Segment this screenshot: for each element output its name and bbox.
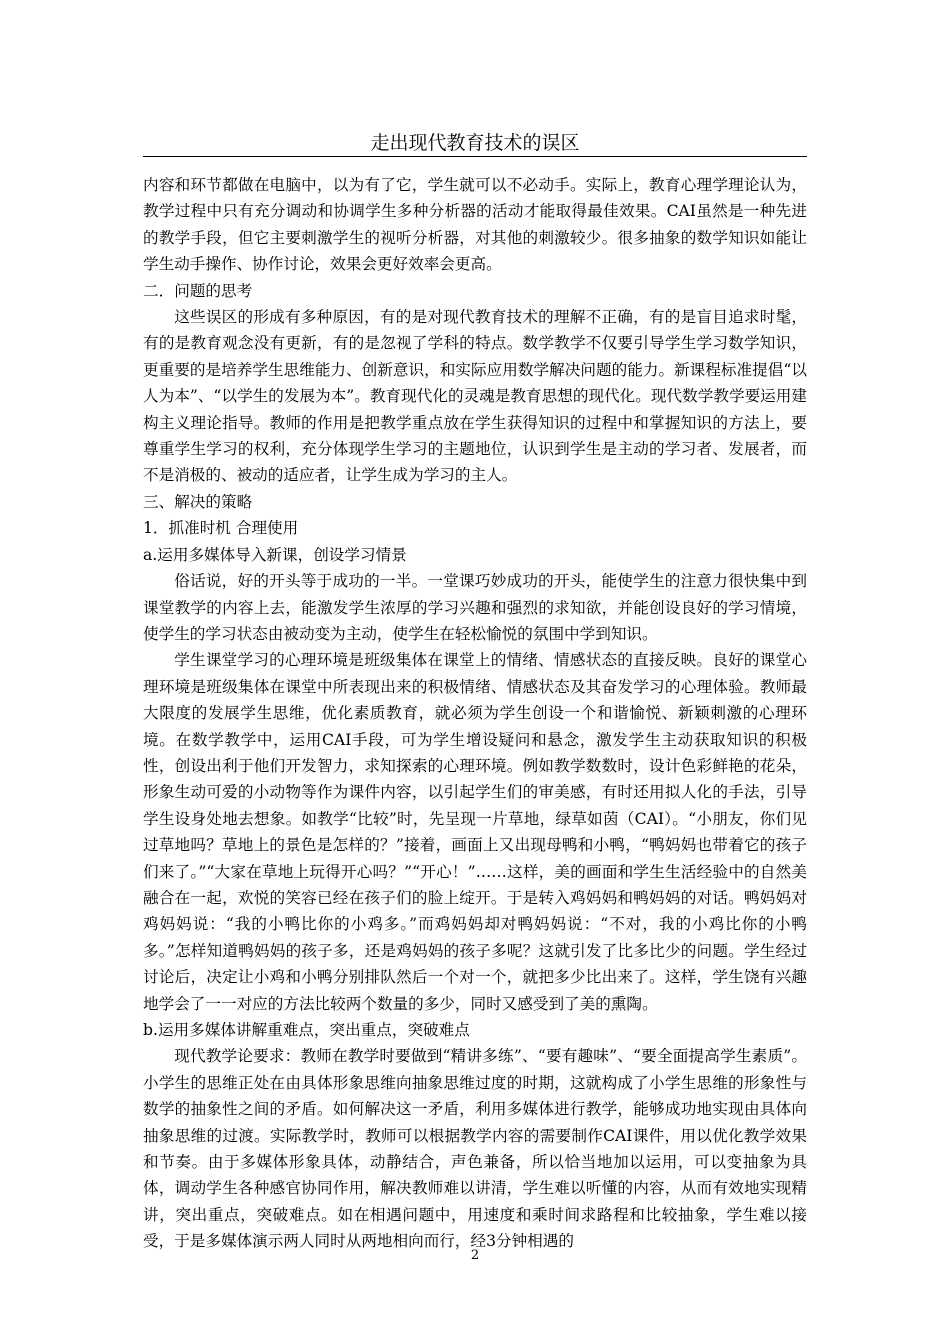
section-heading-2: 二．问题的思考 <box>143 281 253 300</box>
paragraph: 这些误区的形成有多种原因，有的是对现代教育技术的理解不正确，有的是盲目追求时髦，有的是教育观念没有更新，有的是忽视了学科的特点。数学教学不仅要引导学生学习数学知识，更重要的是培养学生思维能力、创新意识，和实际应用数学解决问题的能力。新课程标准提倡“以人为本”、“以学生的发展为本”。教育现代化的灵魂是教育思想的现代化。现代数学教学要运用建构主义理论指导。教师的作用是把教学重点放在学生获得知识的过程中和掌握知识的方法上，要尊重学生学习的权利，充分体现学生学习的主题地位，认识到学生是主动的学习者、发展者，而不是消极的、被动的适应者，让学生成为学习的主人。 <box>143 308 807 485</box>
subsection-heading-b: b.运用多媒体讲解重难点，突出重点，突破难点 <box>143 1021 470 1039</box>
paragraph: 学生课堂学习的心理环境是班级集体在课堂上的情绪、情感状态的直接反映。良好的课堂心理环境是班级集体在课堂中所表现出来的积极情绪、情感状态及其奋发学习的心理体验。教师最大限度的发展学生思维，优化素质教育，就必须为学生创设一个和谐愉悦、新颖刺激的心理环境。在数学教学中，运用CAI手段，可为学生增设疑问和悬念，激发学生主动获取知识的积极性，创设出利于他们开发智力，求知探索的心理环境。例如教学数数时，设计色彩鲜艳的花朵，形象生动可爱的小动物等作为课件内容，以引起学生们的审美感，有时还用拟人化的手法，引导学生设身处地去想象。如教学“比较”时，先呈现一片草地，绿草如茵（CAI）。“小朋友，你们见过草地吗？草地上的景色是怎样的？”接着，画面上又出现母鸭和小鸭，“鸭妈妈也带着它的孩子们来了。”“大家在草地上玩得开心吗？”“开心！”……这样，美的画面和学生生活经验中的自然美融合在一起，欢悦的笑容已经在孩子们的脸上绽开。于是转入鸡妈妈和鸭妈妈的对话。鸭妈妈对鸡妈妈说：“我的小鸭比你的小鸡多。”而鸡妈妈却对鸭妈妈说：“不对，我的小鸡比你的小鸭多。”怎样知道鸭妈妈的孩子多，还是鸡妈妈的孩子多呢？这就引发了比多比少的问题。学生经过讨论后，决定让小鸡和小鸭分别排队然后一个对一个，就把多少比出来了。这样，学生饶有兴趣地学会了一一对应的方法比较两个数量的多少，同时又感受到了美的熏陶。 <box>143 651 807 1013</box>
running-header-title: 走出现代教育技术的误区 <box>370 132 580 154</box>
body-text <box>143 172 807 1255</box>
header-rule <box>143 156 807 157</box>
paragraph: 俗话说，好的开头等于成功的一半。一堂课巧妙成功的开头，能使学生的注意力很快集中到课堂教学的内容上去，能激发学生浓厚的学习兴趣和强烈的求知欲，并能创设良好的学习情境，使学生的学习状态由被动变为主动，使学生在轻松愉悦的氛围中学到知识。 <box>143 572 807 643</box>
subsection-heading-1: 1．抓准时机 合理使用 <box>143 519 299 538</box>
section-heading-3: 三、解决的策略 <box>143 492 253 511</box>
subsection-heading-a: a.运用多媒体导入新课，创设学习情景 <box>143 545 407 564</box>
page-number: 2 <box>470 1248 480 1263</box>
paragraph: 现代教学论要求：教师在教学时要做到“精讲多练”、“要有趣味”、“要全面提高学生素质”。小学生的思维正处在由具体形象思维向抽象思维过度的时期，这就构成了小学生思维的形象性与数学的抽象性之间的矛盾。如何解决这一矛盾，利用多媒体进行教学，能够成功地实现由具体向抽象思维的过渡。实际教学时，教师可以根据教学内容的需要制作CAI课件，用以优化教学效果和节奏。由于多媒体形象具体，动静结合，声色兼备，所以恰当地加以运用，可以变抽象为具体，调动学生各种感官协同作用，解决教师难以讲清，学生难以听懂的内容，从而有效地实现精讲，突出重点，突破难点。如在相遇问题中，用速度和乘时间求路程和比较抽象，学生难以接受，于是多媒体演示两人同时从两地相向而行，经3分钟相遇的 <box>143 1047 807 1251</box>
paragraph-continuation: 内容和环节都做在电脑中，以为有了它，学生就可以不必动手。实际上，教育心理学理论认为，教学过程中只有充分调动和协调学生多种分析器的活动才能取得最佳效果。CAI虽然是一种先进的教学手段，但它主要刺激学生的视听分析器，对其他的刺激较少。很多抽象的数学知识如能让学生动手操作、协作讨论，效果会更好效率会更高。 <box>143 176 807 274</box>
